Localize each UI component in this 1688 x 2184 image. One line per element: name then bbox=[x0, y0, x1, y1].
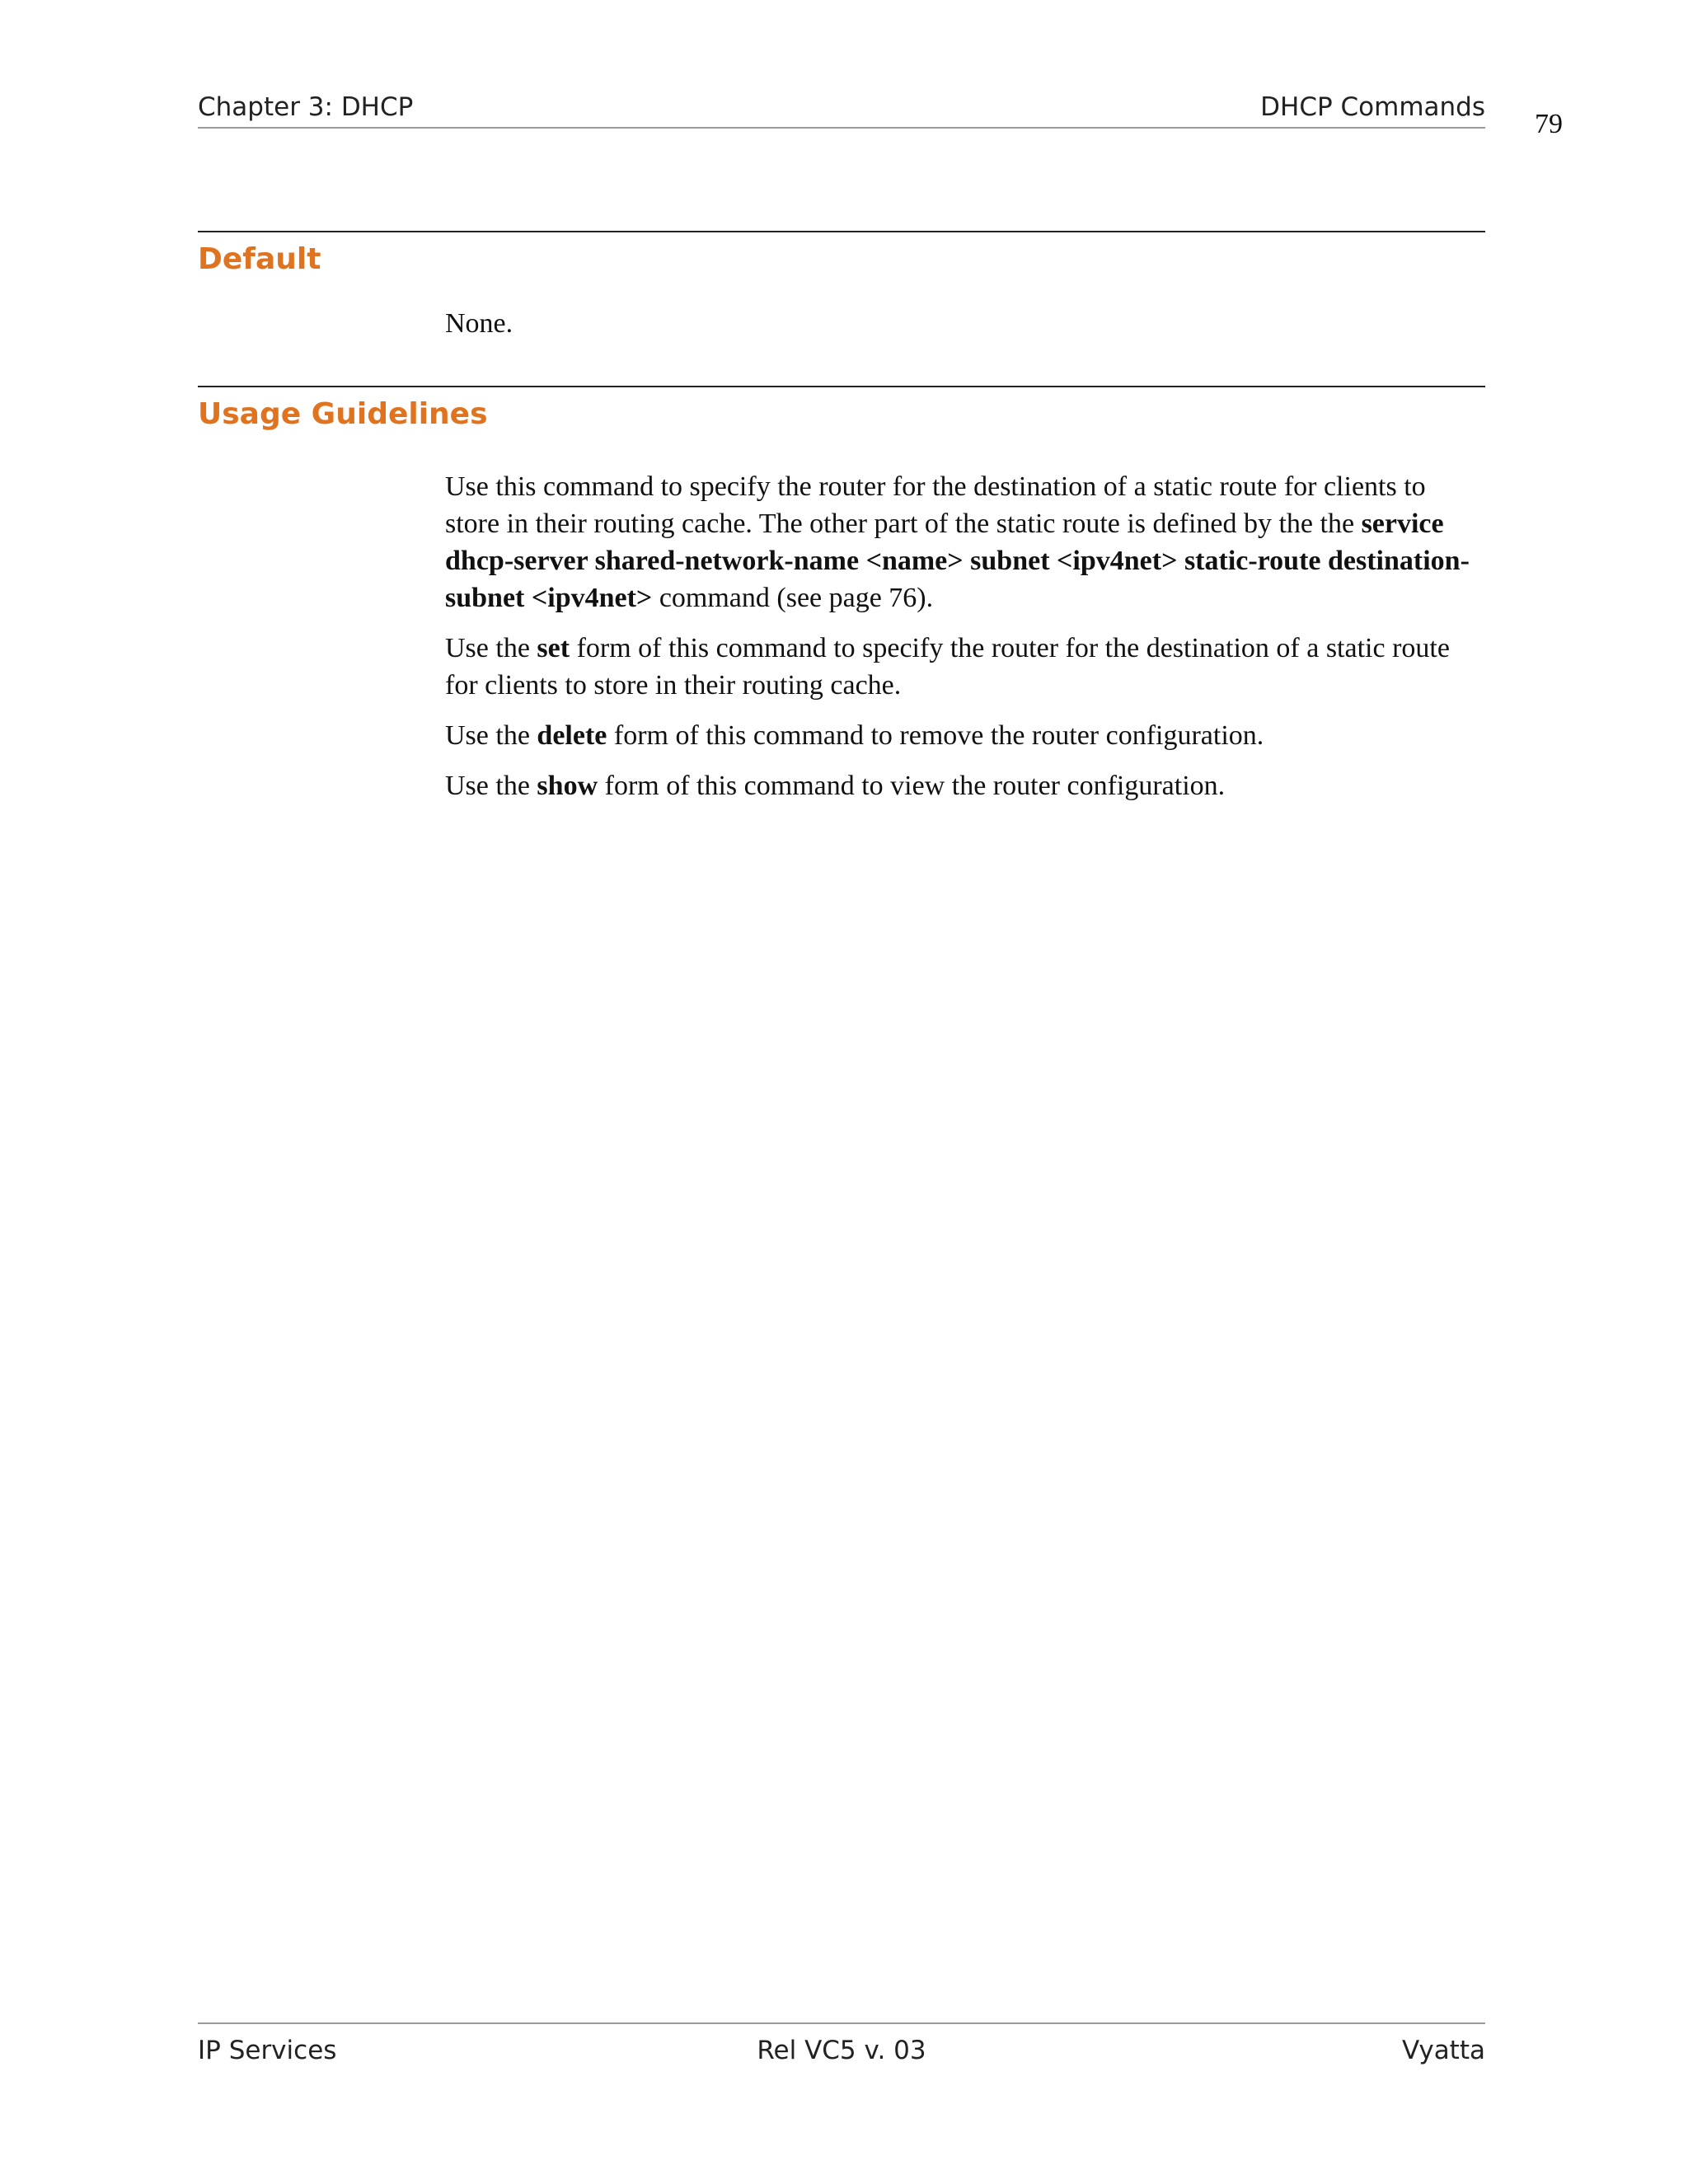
section-divider bbox=[198, 231, 1485, 232]
usage-paragraph-4 bbox=[445, 767, 1485, 804]
usage-p4-text-b: form of this command to view the router configuration. bbox=[598, 771, 1226, 801]
usage-paragraph-1 bbox=[445, 468, 1485, 616]
footer-book-title: IP Services bbox=[198, 2036, 337, 2065]
usage-p1-text-a: Use this command to specify the router for the destination of a static route for clients to store in their routing cache. The other part of the static route is defined by the the bbox=[445, 471, 1426, 539]
command-syntax: service dhcp-server shared-network-name <name> subnet <ipv4net> static-route destination-subnet <ipv4net> bbox=[445, 509, 1470, 613]
usage-p3-text-b: form of this command to remove the router configuration. bbox=[607, 720, 1264, 751]
usage-guidelines-section bbox=[198, 386, 1485, 818]
delete-keyword: delete bbox=[537, 720, 607, 751]
usage-p2-text-b: form of this command to specify the router for the destination of a static route for clients to store in their routing cache. bbox=[445, 633, 1450, 701]
usage-paragraph-2 bbox=[445, 630, 1485, 704]
default-heading: Default bbox=[198, 242, 321, 276]
footer-company: Vyatta bbox=[1401, 2036, 1485, 2065]
usage-guidelines-body bbox=[445, 468, 1485, 804]
running-footer bbox=[198, 2022, 1485, 2074]
usage-p3-text-a: Use the bbox=[445, 720, 537, 751]
default-section bbox=[198, 231, 1485, 355]
usage-guidelines-heading: Usage Guidelines bbox=[198, 397, 488, 431]
footer-release: Rel VC5 v. 03 bbox=[757, 2036, 926, 2065]
page-number: 79 bbox=[1535, 109, 1563, 139]
running-header bbox=[198, 89, 1485, 129]
set-keyword: set bbox=[537, 633, 570, 663]
default-body bbox=[445, 305, 1485, 342]
show-keyword: show bbox=[537, 771, 598, 801]
usage-p4-text-a: Use the bbox=[445, 771, 537, 801]
section-divider bbox=[198, 386, 1485, 387]
header-chapter: Chapter 3: DHCP bbox=[198, 92, 414, 122]
usage-paragraph-3 bbox=[445, 717, 1485, 754]
usage-p1-text-b: command (see page 76). bbox=[652, 583, 934, 613]
usage-p2-text-a: Use the bbox=[445, 633, 537, 663]
default-text: None. bbox=[445, 308, 513, 339]
header-section-title: DHCP Commands bbox=[1260, 92, 1485, 122]
